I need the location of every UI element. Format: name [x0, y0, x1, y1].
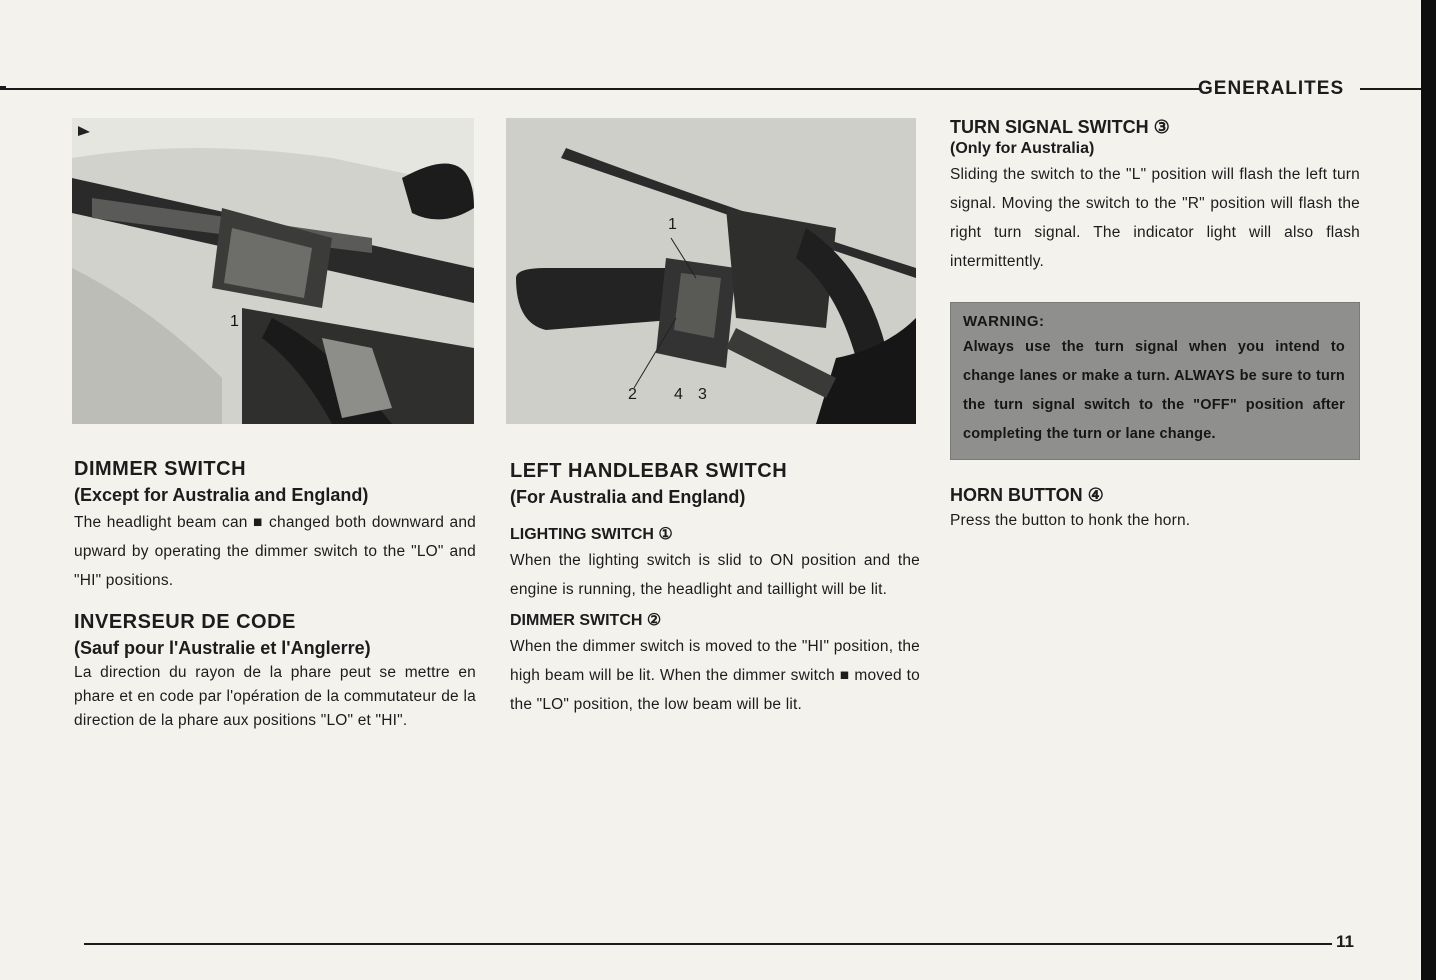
dimmer-switch-text: The headlight beam can ■ changed both downward and upward by operating the dimmer switch to the "LO" and "HI" positions.: [74, 514, 476, 589]
callout-1: 1: [668, 216, 677, 233]
turn-signal-text: Sliding the switch to the "L" position will flash the left turn signal. Moving the switch to the "R" position will flash the right turn signal. The indicator light will also flash intermittently.: [950, 166, 1360, 270]
section-label: GENERALITES: [1198, 78, 1345, 99]
svg-text:1: 1: [230, 313, 239, 330]
horn-button-text: Press the button to honk the horn.: [950, 512, 1191, 529]
inverseur-subheading: (Sauf pour l'Australie et l'Anglerre): [74, 638, 371, 658]
lighting-switch-text: When the lighting switch is slid to ON position and the engine is running, the headlight and taillight will be lit.: [510, 552, 920, 598]
left-handlebar-photo: [506, 118, 916, 424]
header-rule: [0, 88, 1200, 90]
dimmer-switch-2-text: When the dimmer switch is moved to the "HI" position, the high beam will be lit. When the dimmer switch ■ moved to the "LO" position, the low beam will be lit.: [510, 638, 920, 713]
callout-4: 4: [674, 386, 683, 403]
horn-button-heading: HORN BUTTON ④: [950, 485, 1104, 505]
page-edge: [1421, 0, 1436, 980]
callout-3: 3: [698, 386, 707, 403]
lighting-switch-heading: LIGHTING SWITCH ①: [510, 526, 673, 543]
warning-heading: WARNING:: [963, 313, 1045, 330]
column-middle: [510, 458, 920, 719]
page-number: 11: [1336, 932, 1354, 951]
dimmer-switch-subheading: (Except for Australia and England): [74, 485, 369, 505]
dimmer-switch-photo: [72, 118, 474, 424]
callout-2: 2: [628, 386, 637, 403]
left-handlebar-heading: LEFT HANDLEBAR SWITCH: [510, 460, 788, 482]
inverseur-heading: INVERSEUR DE CODE: [74, 611, 296, 633]
column-left: [74, 456, 476, 733]
dimmer-switch-2-heading: DIMMER SWITCH ②: [510, 612, 662, 629]
warning-box: [950, 302, 1360, 460]
dimmer-switch-heading: DIMMER SWITCH: [74, 458, 247, 480]
inverseur-text: La direction du rayon de la phare peut se mettre en phare et en code par l'opération de la commutateur de la direction de la phare aux positions "LO" et "HI".: [74, 664, 476, 729]
column-right: [950, 116, 1360, 535]
warning-text: Always use the turn signal when you intend to change lanes or make a turn. ALWAYS be sure to turn the turn signal switch to the "OFF" position after completing the turn or lane change.: [963, 339, 1345, 442]
left-handlebar-subheading: (For Australia and England): [510, 487, 746, 507]
turn-signal-subheading: (Only for Australia): [950, 140, 1095, 157]
footer-rule: [84, 943, 1332, 945]
turn-signal-heading: TURN SIGNAL SWITCH ③: [950, 117, 1170, 137]
